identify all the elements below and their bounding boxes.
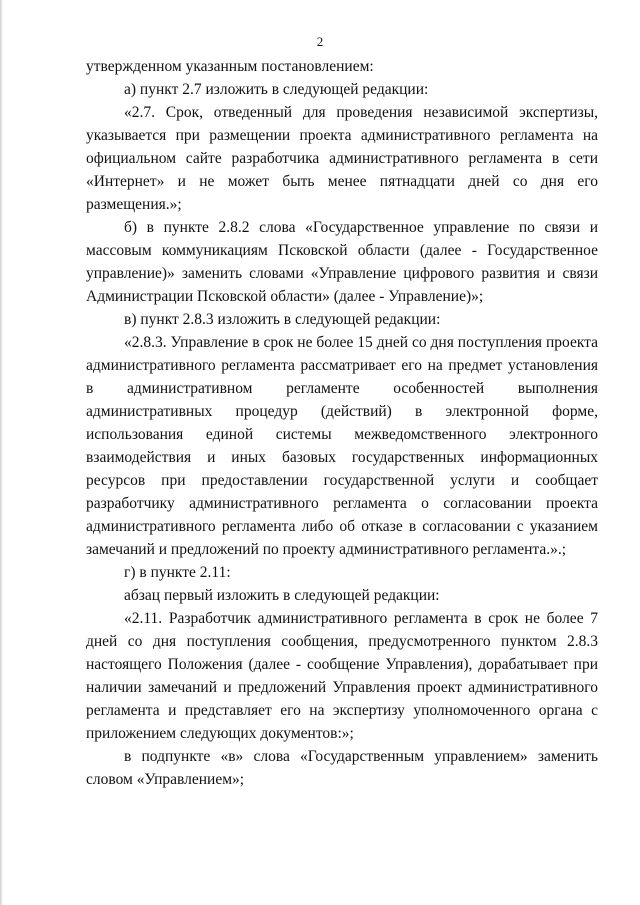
page-number: 2 — [316, 34, 324, 49]
paragraph-subitem-v: в подпункте «в» слова «Государственным управлением» заменить словом «Управлением»; — [86, 748, 598, 788]
paragraph-continuation: утвержденном указанным постановлением: — [86, 58, 374, 75]
paragraph-quote-2-11: «2.11. Разработчик административного регламента в срок не более 7 дней со дня поступления сообщения, предусмотренного пунктом 2.8.3 настоящего Положения (далее - сообщение Управления), дорабатывает при наличии замечаний и предложений Управления проект административного регламента и представляет его на экспертизу уполномоченного органа с приложением следующих документов:»; — [86, 610, 598, 742]
paragraph-item-v: в) пункт 2.8.3 изложить в следующей редакции: — [124, 311, 441, 328]
paragraph-quote-2-7: «2.7. Срок, отведенный для проведения независимой экспертизы, указывается при размещении проекта административного регламента на официальном сайте разработчика административного регламента в сети «Интернет» и не может быть менее пятнадцати дней со дня его размещения.»; — [86, 104, 598, 213]
document-body — [86, 55, 598, 791]
paragraph-item-g: г) в пункте 2.11: — [124, 564, 231, 581]
scan-edge — [0, 0, 3, 905]
paragraph-quote-2-8-3: «2.8.3. Управление в срок не более 15 дней со дня поступления проекта административного регламента рассматривает его на предмет установления в административном регламенте особенностей выполнения административных процедур (действий) в электронной форме, использования единой системы межведомственного электронного взаимодействия и иных базовых государственных информационных ресурсов при предоставлении государственной услуги и сообщает разработчику административного регламента о согласовании проекта административного регламента либо об отказе в согласовании с указанием замечаний и предложений по проекту административного регламента.».; — [86, 334, 598, 558]
paragraph-first-abzac: абзац первый изложить в следующей редакции: — [124, 587, 440, 604]
paragraph-item-b: б) в пункте 2.8.2 слова «Государственное управление по связи и массовым коммуникациям Псковской области (далее - Государственное управление)» заменить словами «Управление цифрового развития и связи Администрации Псковской области» (далее - Управление)»; — [86, 219, 598, 305]
paragraph-item-a: а) пункт 2.7 изложить в следующей редакции: — [124, 81, 429, 98]
